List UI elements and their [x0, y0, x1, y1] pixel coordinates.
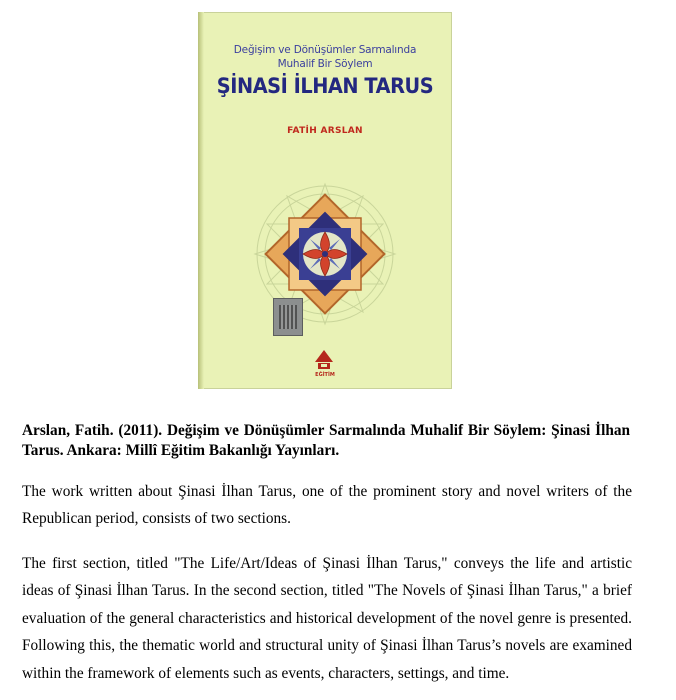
- barcode: [273, 298, 303, 336]
- cover-subtitle-line2: Muhalif Bir Söylem: [277, 58, 373, 70]
- book-cover: [198, 12, 452, 389]
- publisher-name: EĞİTİM: [315, 372, 335, 378]
- citation: Arslan, Fatih. (2011). Değişim ve Dönüşümler Sarmalında Muhalif Bir Söylem: Şinasi İlhan Tarus. Ankara: Millî Eğitim Bakanlığı Yayınları.: [22, 422, 630, 459]
- cover-subtitle-line1: Değişim ve Dönüşümler Sarmalında: [233, 44, 417, 56]
- cover-author: FATİH ARSLAN: [287, 126, 363, 136]
- paragraph-1: The work written about Şinasi İlhan Tarus, one of the prominent story and novel writers of the Republican period, consists of two sections.: [22, 483, 632, 528]
- paragraph-2: The first section, titled "The Life/Art/Ideas of Şinasi İlhan Tarus," conveys the life and artistic ideas of Şinasi İlhan Tarus. In the second section, titled "The Novels of Şinasi İlhan Tarus," a brief evaluation of the general characteristics and historical development of the novel genre is presented. Following this, the thematic world and structural unity of Şinasi İlhan Tarus’s novels are examined within the framework of elements such as events, characters, settings, and time.: [22, 555, 632, 682]
- cover-title: ŞİNASİ İLHAN TARUS: [216, 74, 434, 98]
